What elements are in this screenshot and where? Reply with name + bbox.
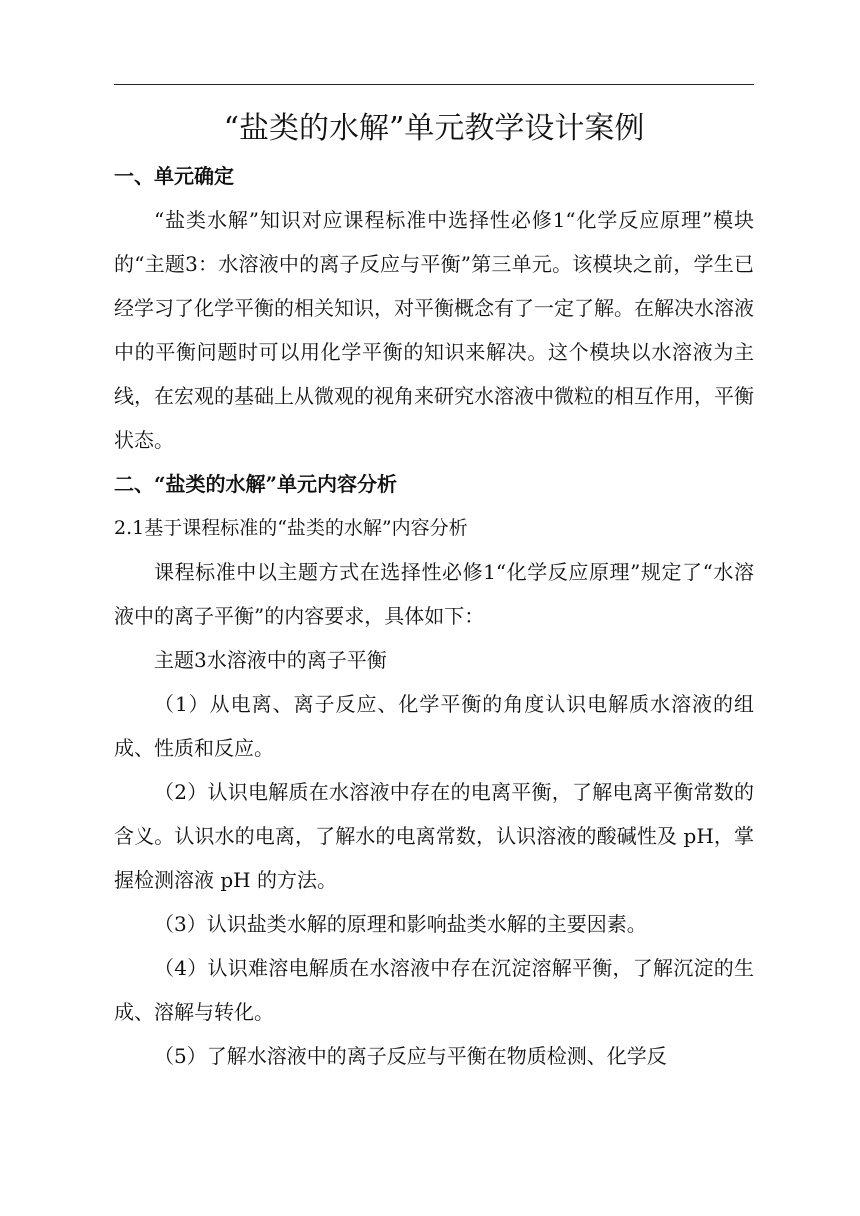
requirement-item-3: （3）认识盐类水解的原理和影响盐类水解的主要因素。: [154, 912, 647, 936]
section-1-heading: 一、单元确定: [114, 164, 234, 188]
requirement-item-5: （5）了解水溶液中的离子反应与平衡在物质检测、化学反: [154, 1044, 667, 1068]
document-title: “盐类的水解”单元教学设计案例: [223, 111, 645, 146]
requirement-item-1: （1）从电离、离子反应、化学平衡的角度认识电解质水溶液的组成、性质和反应。: [114, 692, 754, 760]
section-2-intro-paragraph: 课程标准中以主题方式在选择性必修1“化学反应原理”规定了“水溶液中的离子平衡”的内容要求，具体如下：: [114, 560, 754, 628]
requirement-item-2: （2）认识电解质在水溶液中存在的电离平衡，了解电离平衡常数的含义。认识水的电离，了解水的电离常数，认识溶液的酸碱性及 pH，掌握检测溶液 pH 的方法。: [114, 780, 754, 892]
document-body: [114, 104, 754, 1078]
topic-line: 主题3水溶液中的离子平衡: [154, 648, 387, 672]
section-2-heading: 二、“盐类的水解”单元内容分析: [114, 472, 398, 496]
requirement-item-4: （4）认识难溶电解质在水溶液中存在沉淀溶解平衡，了解沉淀的生成、溶解与转化。: [114, 956, 754, 1024]
section-1-paragraph: “盐类水解”知识对应课程标准中选择性必修1“化学反应原理”模块的“主题3：水溶液中的离子反应与平衡”第三单元。该模块之前，学生已经学习了化学平衡的相关知识，对平衡概念有了一定了解。在解决水溶液中的平衡问题时可以用化学平衡的知识来解决。这个模块以水溶液为主线，在宏观的基础上从微观的视角来研究水溶液中微粒的相互作用，平衡状态。: [114, 208, 754, 452]
header-rule: [114, 84, 754, 85]
section-2-1-heading: 2.1基于课程标准的“盐类的水解”内容分析: [114, 517, 468, 539]
